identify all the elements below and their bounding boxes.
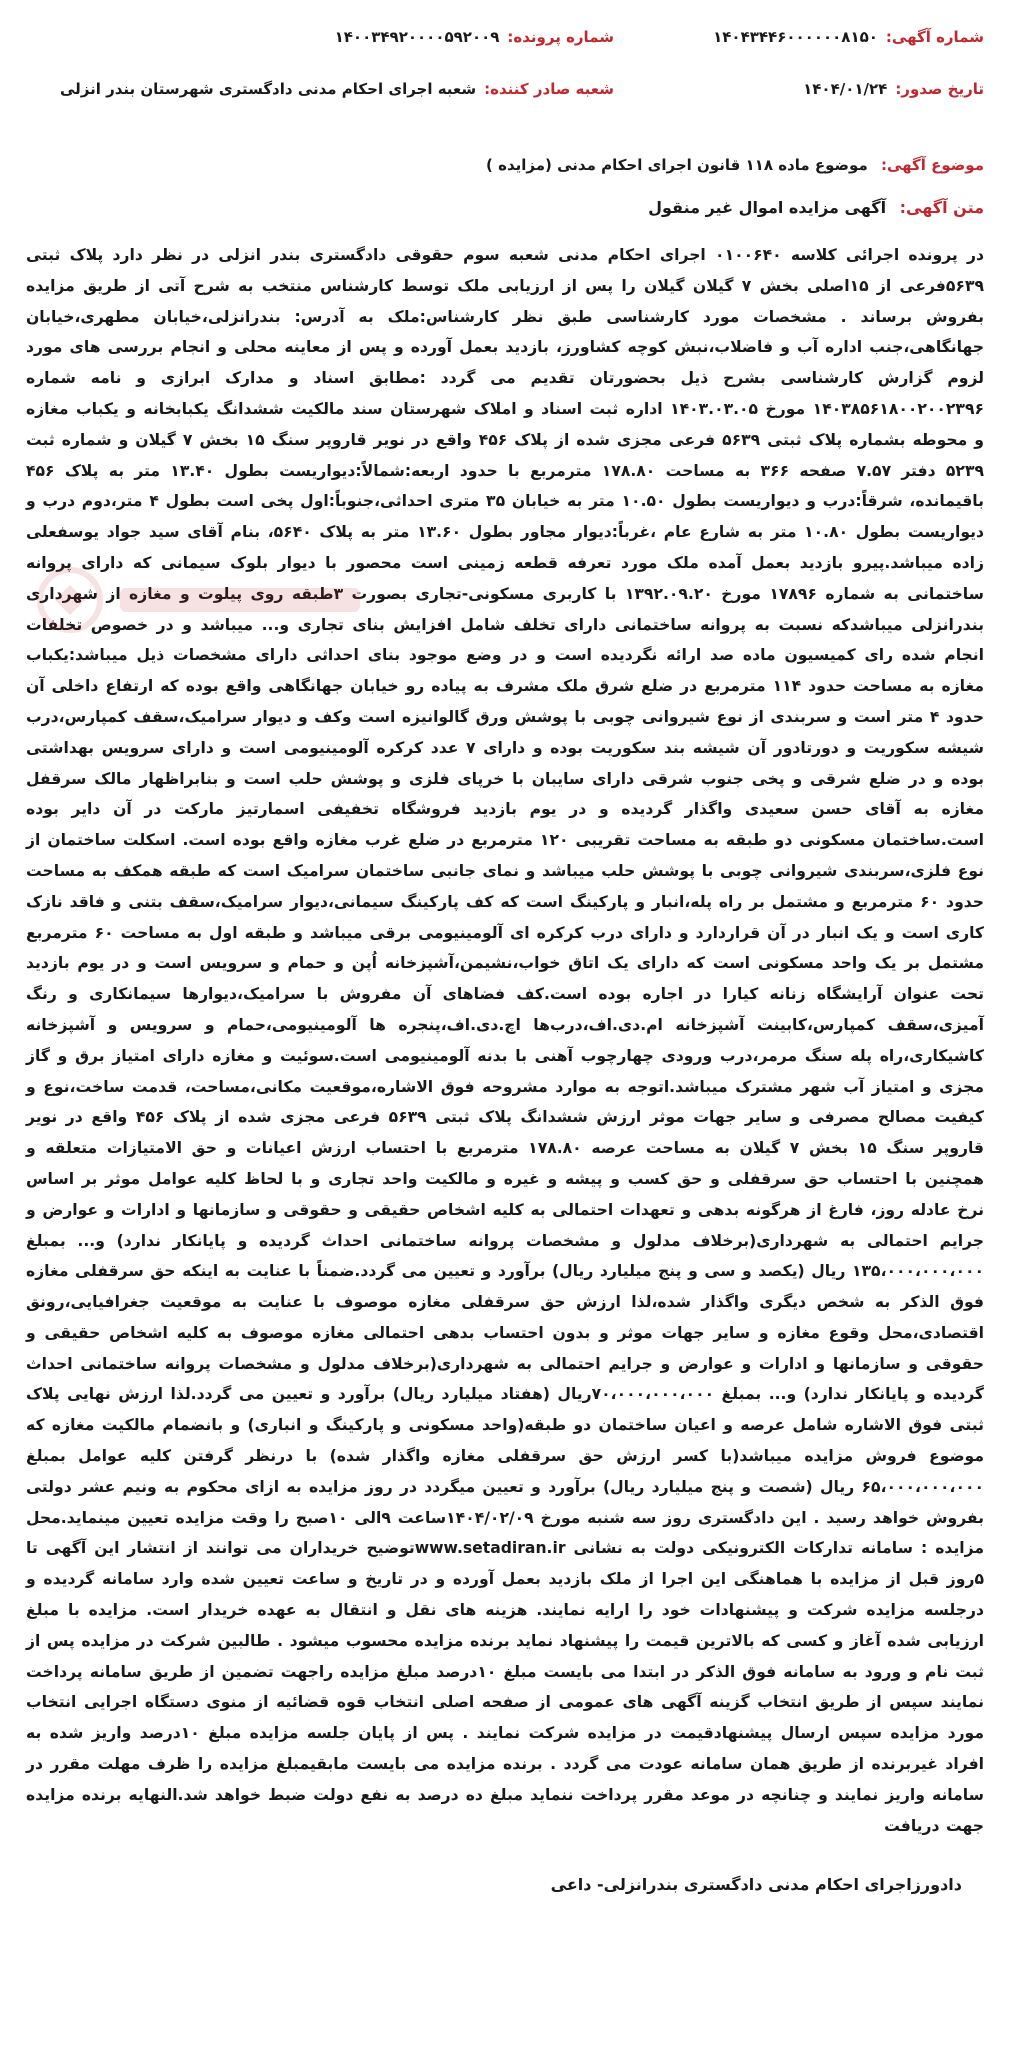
issue-date-value: ۱۴۰۴/۰۱/۲۴ [803,80,888,98]
ad-number-value: ۱۴۰۴۳۴۴۶۰۰۰۰۰۰۸۱۵۰ [713,28,878,46]
ad-text-label: متن آگهی: [899,198,984,217]
ad-text-title: آگهی مزایده اموال غیر منقول [648,198,887,217]
ad-header-row-2 [26,80,984,116]
file-number [26,28,614,46]
file-number-label: شماره پرونده: [507,28,614,46]
issue-date-label: تاریخ صدور: [895,80,984,98]
file-number-value: ۱۴۰۰۳۴۹۲۰۰۰۰۵۹۲۰۰۹ [334,28,500,46]
ad-text-heading [26,198,984,230]
ad-header-row-1 [26,28,984,64]
ad-body-paragraph: در پرونده اجرائی کلاسه ۰۱۰۰۶۴۰ اجرای احکام مدنی شعبه سوم حقوقی دادگستری بندر انزلی در نظر دارد پلاک ثبتی ۵۶۳۹فرعی از ۱۵اصلی بخش ۷ گیلان گیلان را پس از ارزیابی ملک توسط کارشناس منتخب به شرح آتی از طریق مزایده بفروش برساند . مشخصات مورد کارشناسی طبق نظر کارشناس:ملک به آدرس: بندرانزلی،خیابان مطهری،خیابان جهانگاهی،جنب اداره آب و فاضلاب،نبش کوچه کشاورز، بازدید بعمل آورده و پس از معاینه محلی و انجام بررسی های مورد لزوم گزارش کارشناسی بشرح ذیل بحضورتان تقدیم می گردد :مطابق اسناد و مدارک ابرازی و نامه شماره ۱۴۰۳۸۵۶۱۸۰۰۲۰۰۲۳۹۶ مورخ ۱۴۰۳.۰۳.۰۵ اداره ثبت اسناد و املاک شهرستان سند مالکیت ششدانگ یکبابخانه و یکباب مغازه و محوطه بشماره پلاک ثبتی ۵۶۳۹ فرعی مجزی شده از پلاک ۴۵۶ واقع در نویر قاروپر سنگ ۱۵ بخش ۷ گیلان و شماره ثبت ۵۲۳۹ دفتر ۷.۵۷ صفحه ۳۶۶ به مساحت ۱۷۸.۸۰ مترمربع با حدود اربعه:شمالاً:دیواریست بطول ۱۳.۴۰ متر به پلاک ۴۵۶ باقیمانده، شرقاً:درب و دیواریست بطول ۱۰.۵۰ متر به خیابان ۳۵ متری احداثی،جنوباً:اول پخی است بطول ۴ متر،دوم درب و دیواریست بطول ۱۰.۸۰ متر به شارع عام ،غرباً:دیوار مجاور بطول ۱۳.۶۰ متر به پلاک ۵۶۴۰، بنام آقای سید جواد یوسفعلی زاده میباشد.پیرو بازدید بعمل آمده ملک مورد تعرفه قطعه زمینی است محصور با دیوار بلوک سیمانی که دارای پروانه ساختمانی به شماره ۱۷۸۹۶ مورخ ۱۳۹۲.۰۹.۲۰ با کاربری مسکونی-تجاری بصورت ۳طبقه روی پیلوت و مغازه از شهرداری بندرانزلی میباشدکه نسبت به پروانه ساختمانی دارای تخلف شامل افزایش بنای تجاری و... میباشد و در خصوص تخلفات انجام شده رای کمیسیون ماده صد ارائه نگردیده است و در وضع موجود بنای احداثی دارای مشخصات ذیل میباشد:یکباب مغازه به مساحت حدود ۱۱۴ مترمربع در ضلع شرق ملک مشرف به پیاده رو خیابان جهانگاهی واقع بوده که ارتفاع داخلی آن حدود ۴ متر است و سربندی از نوع شیروانی چوبی با پوشش ورق گالوانیزه است وکف و دیوار سرامیک،سقف کمپارس،درب شیشه سکوریت و دورتادور آن شیشه بند سکوریت بوده و دارای ۷ عدد کرکره آلومینیومی است و دارای سرویس بهداشتی بوده و در ضلع شرقی و پخی جنوب شرقی دارای سایبان با خرپای فلزی و پوشش حلب است و بنابراظهار مالک سرقفل مغازه به آقای حسن سعیدی واگذار گردیده و در یوم بازدید فروشگاه تخفیفی اسمارتیز مارکت در آن دایر بوده است.ساختمان مسکونی دو طبقه به مساحت تقریبی ۱۲۰ مترمربع در ضلع غرب مغازه واقع بوده است. اسکلت ساختمان از نوع فلزی،سربندی شیروانی چوبی با پوشش حلب میباشد و نمای جانبی ساختمان سرامیک است که طبقه همکف به مساحت حدود ۶۰ مترمربع و مشتمل بر راه پله،انبار و پارکینگ است که کف پارکینگ سیمانی،دیوار سرامیک،سقف بتنی و فاقد نازک کاری است و یک انبار در آن قراردارد و دارای درب کرکره ای آلومینیومی برقی میباشد و طبقه اول به مساحت ۶۰ مترمربع مشتمل بر یک واحد مسکونی است که دارای یک اتاق خواب،نشیمن،آشپزخانه اُپن و حمام و سرویس است و در یوم بازدید تحت عنوان آرایشگاه زنانه کیارا در اجاره بوده است.کف فضاهای آن مفروش با سرامیک،دیوارها سیمانکاری و رنگ آمیزی،سقف کمپارس،کابینت آشپزخانه ام.دی.اف،درب‌ها اچ.دی.اف،پنجره ها آلومینیومی،حمام و سرویس و آشپزخانه کاشیکاری،راه پله سنگ مرمر،درب ورودی چهارچوب آهنی با بدنه آلومینیومی است.سوئیت و مغازه دارای امتیاز برق و گاز مجزی و امتیاز آب شهر مشترک میباشد.اتوجه به موارد مشروحه فوق الاشاره،موقعیت مکانی،مساحت، قدمت ساخت،نوع و کیفیت مصالح مصرفی و سایر جهات موثر ارزش ششدانگ پلاک ثبتی ۵۶۳۹ فرعی مجزی شده از پلاک ۴۵۶ واقع در نویر قاروپر سنگ ۱۵ بخش ۷ گیلان به مساحت عرصه ۱۷۸.۸۰ مترمربع با احتساب ارزش اعیانات و حق الامتیازات متعلقه و همچنین با احتساب حق سرقفلی و حق کسب و پیشه و غیره و مالکیت واحد تجاری و با لحاظ کلیه عوامل موثر بر اساس نرخ عادله روز، فارغ از هرگونه بدهی و تعهدات احتمالی به کلیه اشخاص حقیقی و حقوقی و سازمانها و ادارات و عوارض و جرایم احتمالی به شهرداری(برخلاف مدلول و مشخصات پروانه ساختمانی احداث گردیده و پایانکار ندارد) و... بمبلغ ۱۳۵،۰۰۰،۰۰۰،۰۰۰ ریال (یکصد و سی و پنج میلیارد ریال) برآورد و تعیین می گردد.ضمناً با عنایت به اینکه حق سرقفلی مغازه فوق الذکر به شخص دیگری واگذار شده،لذا ارزش حق سرقفلی مغازه موصوف با عنایت به موقعیت جغرافیایی،رونق اقتصادی،محل وقوع مغازه و سایر جهات موثر و بدون احتساب بدهی احتمالی مغازه موصوف به کلیه اشخاص حقیقی و حقوقی و سازمانها و ادارات و عوارض و جرایم احتمالی به شهرداری(برخلاف مدلول و مشخصات پروانه ساختمانی احداث گردیده و پایانکار ندارد) و... بمبلغ ۷۰،۰۰۰،۰۰۰،۰۰۰ریال (هفتاد میلیارد ریال) برآورد و تعیین می گردد.لذا ارزش نهایی پلاک ثبتی فوق الاشاره شامل عرصه و اعیان ساختمان دو طبقه(واحد مسکونی و پارکینگ و انباری) و بانضمام مالکیت مغازه که موضوع فروش مزایده میباشد(با کسر ارزش حق سرقفلی مغازه واگذار شده) با درنظر گرفتن کلیه عوامل بمبلغ ۶۵،۰۰۰،۰۰۰،۰۰۰ ریال (شصت و پنج میلیارد ریال) برآورد و تعیین میگردد در روز مزایده به ازای محکوم به ونیم عشر دولتی بفروش خواهد رسید . این دادگستری روز سه شنبه مورخ ۱۴۰۴/۰۲/۰۹ساعت ۹الی ۱۰صبح را وقت مزایده تعیین مینماید.محل مزایده : سامانه تدارکات الکترونیکی دولت به نشانی www.setadiran.irتوضیح خریداران می توانند از انتشار این آگهی تا ۵روز قبل از مزایده با هماهنگی این اجرا از ملک بازدید بعمل آورده و در تاریخ و ساعت تعیین شده وارد سامانه گردیده و درجلسه مزایده شرکت و پیشنهادات خود را ارایه نمایند. هزینه های نقل و انتقال به عهده خریدار است. مزایده با مبلغ ارزیابی شده آغاز و کسی که بالاترین قیمت را پیشنهاد نماید برنده مزایده محسوب میشود . طالبین شرکت در مزایده پس از ثبت نام و ورود به سامانه فوق الذکر در ابتدا می بایست مبلغ ۱۰درصد مبلغ مزایده راجهت تضمین از طریق سامانه پرداخت نمایند سپس از طریق انتخاب گزینه آگهی های عمومی از صفحه اصلی انتخاب قوه قضائیه از منوی دستگاه اجرایی انتخاب مورد مزایده سپس ارسال پیشنهادقیمت در مزایده شرکت نمایند . پس از پایان جلسه مزایده مبلغ ۱۰درصد واریز شده به افراد غیربرنده از طریق همان سامانه عودت می گردد . برنده مزایده می بایست مابقیمبلغ مزایده را ظرف مهلت مقرر در سامانه واریز نمایند و چنانچه در موعد مقرر پرداخت ننماید مبلغ ده درصد به نفع دولت ضبط خواهد شد.النهایه برنده مزایده جهت دریافت [26,246,985,1835]
signature: دادورزاجرای احکام مدنی دادگستری بندرانزلی- داعی [550,1875,962,1895]
ad-subject-label: موضوع آگهی: [880,156,984,174]
issuing-branch [26,80,614,98]
issuing-branch-value: شعبه اجرای احکام مدنی دادگستری شهرستان بندر انزلی [59,80,477,98]
ad-number [614,28,984,46]
issuing-branch-label: شعبه صادر کننده: [484,80,614,98]
ad-number-label: شماره آگهی: [885,28,984,46]
issue-date [614,80,984,98]
ad-subject-value: موضوع ماده ۱۱۸ قانون اجرای احکام مدنی (مزایده ) [486,156,868,174]
ad-subject [26,156,984,186]
